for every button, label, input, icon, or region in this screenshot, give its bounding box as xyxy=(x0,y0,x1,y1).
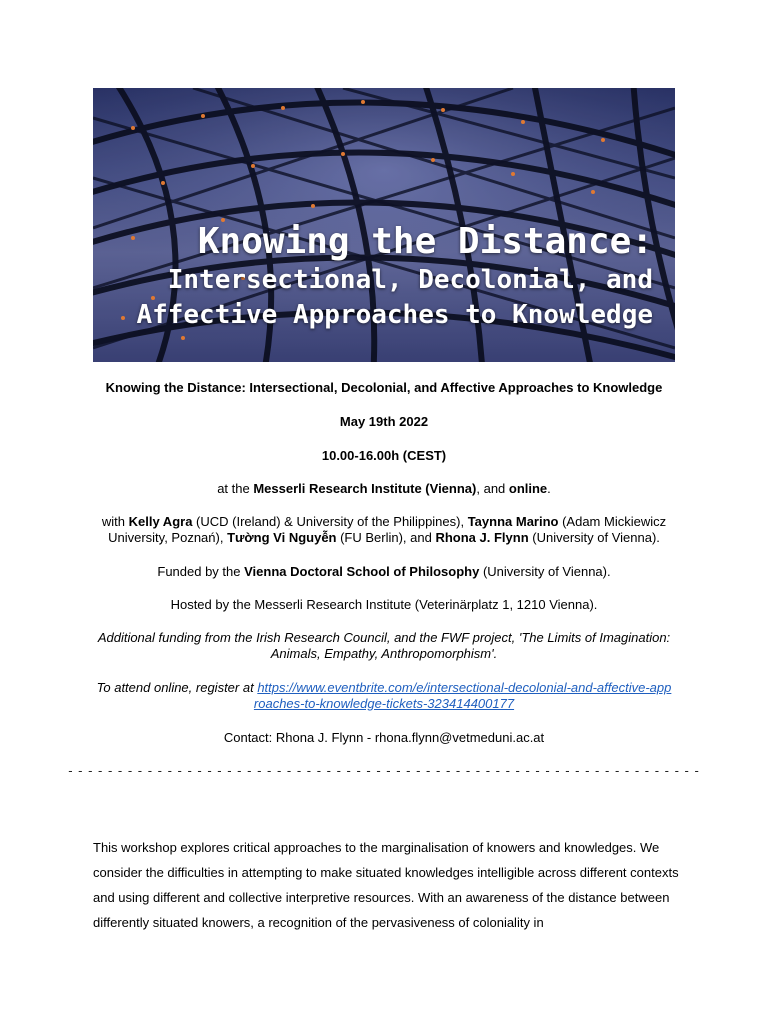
event-heading: Knowing the Distance: Intersectional, Decolonial, and Affective Approaches to Knowledge xyxy=(105,380,663,395)
speakers-with: with xyxy=(101,514,129,529)
speaker-name: Kelly Agra xyxy=(128,514,193,529)
speaker-name: Tường Vi Nguyễn xyxy=(227,530,337,545)
register-line xyxy=(95,680,673,712)
funding-suffix: (University of Vienna). xyxy=(479,564,611,579)
banner-subtitle-line2: Affective Approaches to Knowledge xyxy=(136,300,653,330)
separator: - - - - - - - - - - - - - - - - - - - - - - - - - - - - - - - - - - - - - - - - - - - - - - - - - - - - - - - - - - - - - - - - xyxy=(68,763,700,778)
speaker-name: Taynna Marino xyxy=(467,514,559,529)
event-location xyxy=(0,481,768,497)
speaker-affiliation: (University of Vienna). xyxy=(528,530,660,545)
location-online: online xyxy=(508,481,548,496)
event-speakers xyxy=(100,514,668,546)
speaker-affiliation: (Adam Mickiewicz University, Poznań), xyxy=(108,514,667,545)
funding-prefix: Funded by the xyxy=(157,564,245,579)
speaker-name: Rhona J. Flynn xyxy=(435,530,529,545)
location-prefix: at the xyxy=(217,481,254,496)
contact-line: Contact: Rhona J. Flynn - rhona.flynn@vetmeduni.ac.at xyxy=(223,730,545,745)
event-time: 10.00-16.00h (CEST) xyxy=(321,448,447,463)
banner-title-block xyxy=(136,222,653,332)
banner-subtitle-line1: Intersectional, Decolonial, and xyxy=(167,265,653,295)
banner-title: Knowing the Distance: xyxy=(197,221,653,262)
location-middle: , and xyxy=(476,481,509,496)
funding-org: Vienna Doctoral School of Philosophy xyxy=(244,564,480,579)
event-funding xyxy=(0,564,768,580)
register-prefix: To attend online, register at xyxy=(96,680,258,695)
additional-funding: Additional funding from the Irish Research Council, and the FWF project, 'The Limits of Imagination: Animals, Empathy, Anthropomorphism'. xyxy=(97,630,671,661)
location-venue: Messerli Research Institute (Vienna) xyxy=(253,481,477,496)
speaker-affiliation: (UCD (Ireland) & University of the Philippines), xyxy=(192,514,468,529)
description-paragraph: This workshop explores critical approaches to the marginalisation of knowers and knowledges. We consider the difficulties in attempting to make situated knowledges intelligible across different contexts and using different and collective interpretive resources. With an awareness of the distance between differently situated knowers, a recognition of the pervasiveness of coloniality in xyxy=(93,840,679,930)
event-host: Hosted by the Messerli Research Institute (Veterinärplatz 1, 1210 Vienna). xyxy=(170,597,598,612)
banner-image xyxy=(93,88,675,362)
speaker-affiliation: (FU Berlin), and xyxy=(336,530,436,545)
eventbrite-link[interactable]: https://www.eventbrite.com/e/intersectional-decolonial-and-affective-approaches-to-knowledge-tickets-323414400177 xyxy=(253,680,672,711)
location-suffix: . xyxy=(547,481,551,496)
event-date: May 19th 2022 xyxy=(339,414,429,429)
